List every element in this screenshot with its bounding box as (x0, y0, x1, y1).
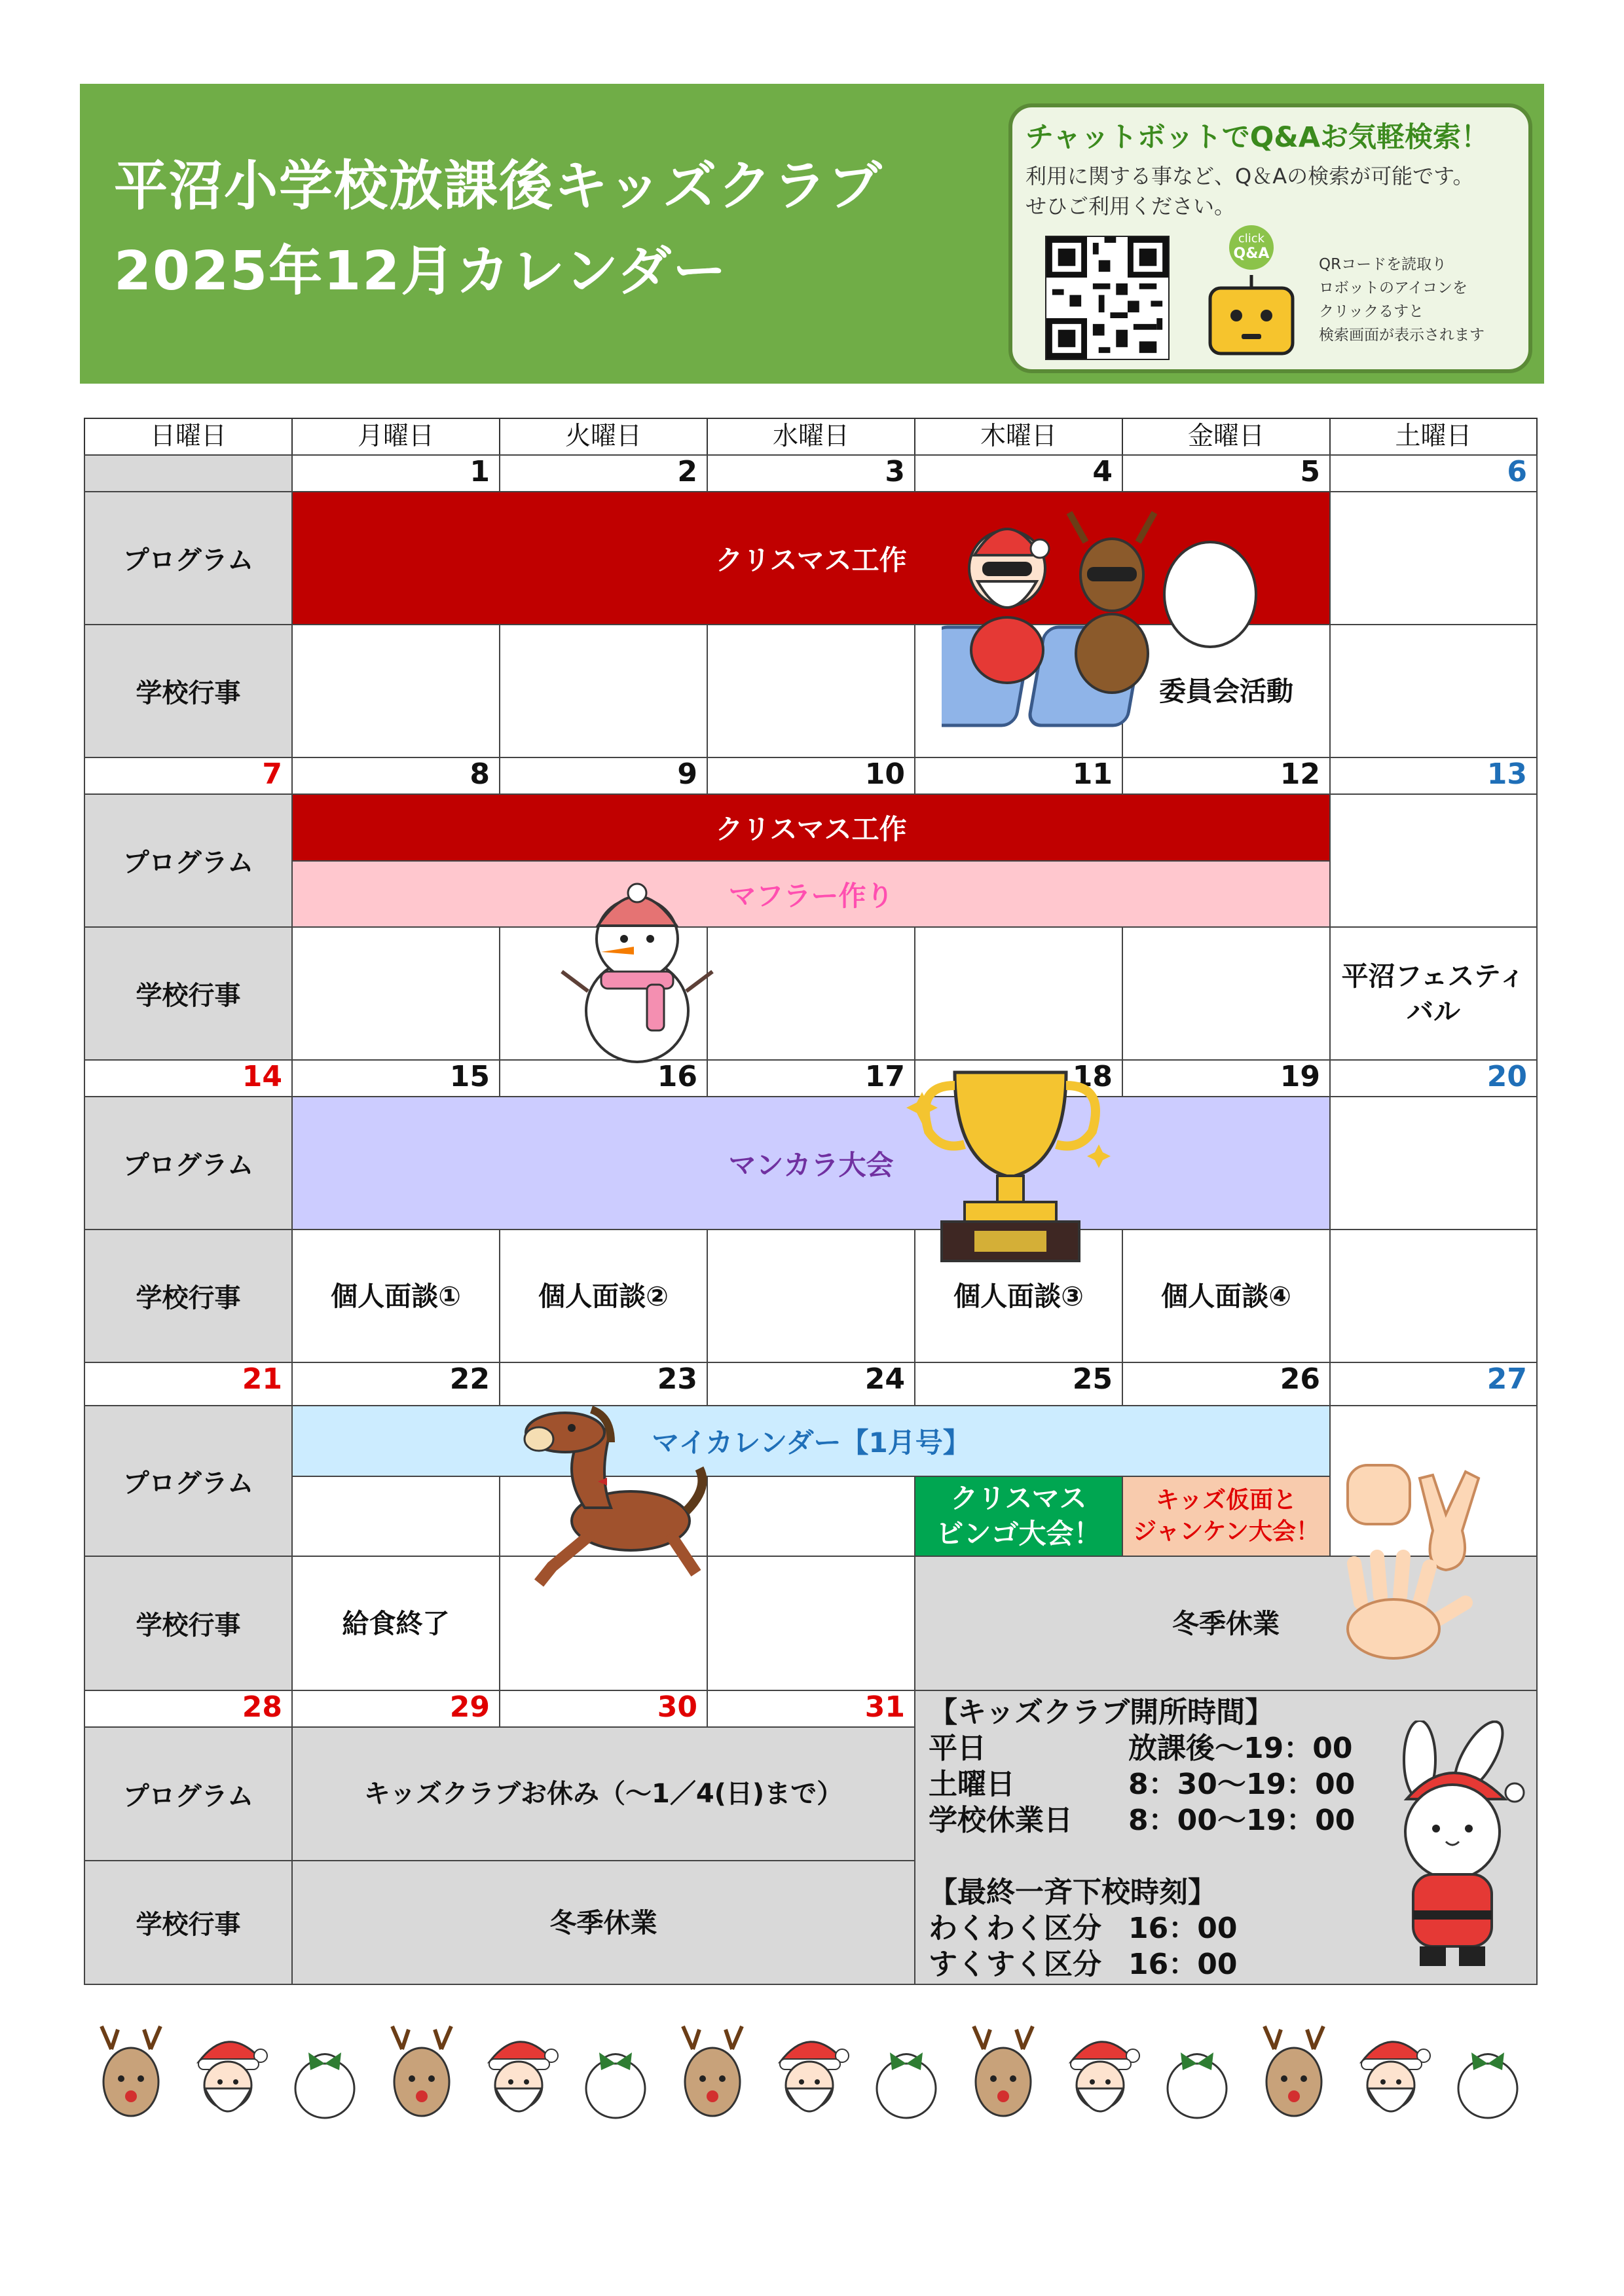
day-number: 15 (291, 1059, 500, 1097)
school-event: 個人面談② (499, 1229, 708, 1363)
event-line: クリスマス (950, 1482, 1087, 1514)
school-cell (1329, 1229, 1538, 1363)
qr-code[interactable] (1045, 236, 1170, 360)
hours-value: 8：00～19：00 (1128, 1804, 1356, 1837)
school-cell (914, 926, 1123, 1061)
school-event-winter-break: 冬季休業 (291, 1860, 915, 1985)
day-number-saturday: 13 (1329, 757, 1538, 795)
title-line-2: 2025年12月カレンダー (114, 240, 728, 302)
horse-illustration (513, 1403, 709, 1603)
decoration-strip (85, 2016, 1539, 2128)
day-number-holiday: 31 (707, 1690, 915, 1728)
spacer (929, 1838, 1355, 1874)
day-number: 16 (499, 1059, 708, 1097)
reindeer-icon (101, 2026, 160, 2116)
title-line-1: 平沼小学校放課後キッズクラブ (114, 155, 883, 217)
school-cell (499, 624, 708, 758)
row-label-school: 学校行事 (84, 1556, 293, 1691)
program-cell (1329, 793, 1538, 928)
reindeer-icon (974, 2026, 1033, 2116)
day-number: 12 (1122, 757, 1331, 795)
calendar-grid (84, 418, 1538, 1985)
chatbot-heading: チャットボットでQ&Aお気軽検索！ (1025, 121, 1490, 154)
school-event-winter-break: 冬季休業 (914, 1556, 1538, 1691)
row-label-program: プログラム (84, 793, 293, 928)
hours-value: 放課後～19：00 (1128, 1732, 1353, 1765)
snowman-illustration (555, 873, 719, 1063)
santa-icon (489, 2042, 558, 2111)
chatbot-desc-line: QRコードを読取り (1319, 256, 1447, 273)
day-number-saturday: 20 (1329, 1059, 1538, 1097)
row-label-school: 学校行事 (84, 926, 293, 1061)
trophy-illustration (902, 1059, 1118, 1269)
day-number: 24 (707, 1362, 915, 1406)
hours-row (929, 1910, 1355, 1946)
school-cell (707, 926, 915, 1061)
hours-key: すくすく区分 (929, 1948, 1101, 1981)
page-title (114, 144, 883, 314)
event-muffler-making[interactable]: マフラー作り (291, 860, 1331, 928)
row-label-program: プログラム (84, 491, 293, 625)
weekday-header: 日曜日 (84, 418, 293, 456)
day-number: 18 (914, 1059, 1123, 1097)
row-label-school: 学校行事 (84, 1860, 293, 1985)
day-number: 4 (914, 454, 1123, 492)
day-number: 5 (1122, 454, 1331, 492)
event-line: ビンゴ大会！ (936, 1518, 1101, 1550)
hours-key: 土曜日 (929, 1768, 1015, 1801)
day-number: 19 (1122, 1059, 1331, 1097)
click-badge-text: click (1238, 232, 1265, 246)
program-cell (707, 1476, 915, 1557)
event-my-calendar[interactable]: マイカレンダー【1月号】 (291, 1405, 1331, 1477)
program-cell (291, 1476, 500, 1557)
day-number-holiday: 29 (291, 1690, 500, 1728)
hours-heading: 【最終一斉下校時刻】 (929, 1876, 1217, 1909)
row-label-school: 学校行事 (84, 624, 293, 758)
weekday-header: 水曜日 (707, 418, 915, 456)
day-cell-empty (84, 454, 293, 492)
chatbot-desc-line: ロボットのアイコンを (1319, 280, 1468, 297)
day-number-sunday: 7 (84, 757, 293, 795)
chatbot-desc-line: 検索画面が表示されます (1319, 327, 1485, 344)
day-number: 8 (291, 757, 500, 795)
present-bag-icon (1458, 2052, 1517, 2118)
reindeer-icon (683, 2026, 742, 2116)
day-number-sunday: 28 (84, 1690, 293, 1728)
school-cell (707, 1229, 915, 1363)
hours-key: わくわく区分 (929, 1912, 1101, 1945)
school-event: 個人面談③ (914, 1229, 1123, 1363)
day-number: 11 (914, 757, 1123, 795)
hours-key: 平日 (929, 1732, 986, 1765)
robot-icon[interactable] (1189, 223, 1314, 360)
event-christmas-craft[interactable]: クリスマス工作 (291, 491, 1331, 625)
weekday-header: 土曜日 (1329, 418, 1538, 456)
school-event: 平沼フェスティバル (1329, 926, 1538, 1061)
event-janken[interactable] (1122, 1476, 1331, 1557)
hours-row (929, 1946, 1355, 1982)
day-number: 25 (914, 1362, 1123, 1406)
santa-icon (198, 2042, 267, 2111)
chatbot-info-box (1008, 103, 1532, 373)
row-label-school: 学校行事 (84, 1229, 293, 1363)
day-number-sunday: 21 (84, 1362, 293, 1406)
bottom-decoration-row (85, 2016, 1539, 2128)
day-number: 26 (1122, 1362, 1331, 1406)
program-cell (1329, 491, 1538, 625)
event-club-closed: キッズクラブお休み（～1／4(日)まで） (291, 1726, 915, 1861)
day-number: 23 (499, 1362, 708, 1406)
reindeer-icon (1264, 2026, 1323, 2116)
chatbot-text-line: 利用に関する事など、Q＆Aの検索が可能です。 (1025, 164, 1474, 189)
event-line: ジャンケン大会！ (1133, 1518, 1320, 1545)
qa-badge-text: Q&A (1233, 246, 1270, 262)
santa-reindeer-sunbathing-illustration (942, 509, 1282, 745)
day-number-holiday: 30 (499, 1690, 708, 1728)
event-mancala-tournament[interactable]: マンカラ大会 (291, 1096, 1331, 1230)
hours-row (929, 1730, 1355, 1766)
school-cell (1329, 624, 1538, 758)
opening-hours (929, 1694, 1355, 1982)
school-cell (1122, 926, 1331, 1061)
hours-value: 16：00 (1128, 1948, 1238, 1981)
row-label-program: プログラム (84, 1096, 293, 1230)
header-banner (80, 84, 1544, 384)
hours-value: 8：30～19：00 (1128, 1768, 1356, 1801)
event-christmas-bingo[interactable] (914, 1476, 1123, 1557)
present-bag-icon (295, 2052, 354, 2118)
event-christmas-craft[interactable]: クリスマス工作 (291, 793, 1331, 862)
school-event: 給食終了 (291, 1556, 500, 1691)
weekday-header: 火曜日 (499, 418, 708, 456)
chatbot-description (1319, 253, 1485, 347)
hours-row (929, 1766, 1355, 1802)
weekday-header: 月曜日 (291, 418, 500, 456)
chatbot-desc-line: クリックるすと (1319, 303, 1424, 320)
santa-icon (780, 2042, 849, 2111)
day-number: 17 (707, 1059, 915, 1097)
santa-rabbit-illustration (1374, 1721, 1531, 1976)
event-line: キッズ仮面と (1155, 1487, 1297, 1514)
weekday-header: 金曜日 (1122, 418, 1331, 456)
day-number: 2 (499, 454, 708, 492)
school-event: 委員会活動 (1122, 624, 1331, 758)
day-number-sunday: 14 (84, 1059, 293, 1097)
school-cell (707, 624, 915, 758)
present-bag-icon (586, 2052, 645, 2118)
day-number-saturday: 6 (1329, 454, 1538, 492)
hours-row (929, 1802, 1355, 1838)
day-number: 10 (707, 757, 915, 795)
day-number: 3 (707, 454, 915, 492)
reindeer-icon (392, 2026, 451, 2116)
janken-hands-illustration (1335, 1452, 1511, 1668)
row-label-program: プログラム (84, 1726, 293, 1861)
day-number: 9 (499, 757, 708, 795)
school-cell (291, 624, 500, 758)
day-number: 1 (291, 454, 500, 492)
row-label-program: プログラム (84, 1405, 293, 1557)
school-event: 個人面談④ (1122, 1229, 1331, 1363)
day-number-saturday: 27 (1329, 1362, 1538, 1406)
santa-icon (1071, 2042, 1139, 2111)
school-event: 個人面談① (291, 1229, 500, 1363)
chatbot-text (1025, 161, 1474, 221)
hours-key: 学校休業日 (929, 1804, 1073, 1837)
weekday-header: 木曜日 (914, 418, 1123, 456)
school-cell (291, 926, 500, 1061)
hours-value: 16：00 (1128, 1912, 1238, 1945)
program-cell (1329, 1096, 1538, 1230)
hours-heading: 【キッズクラブ開所時間】 (929, 1696, 1274, 1729)
present-bag-icon (877, 2052, 936, 2118)
day-number: 22 (291, 1362, 500, 1406)
chatbot-text-line: せひご利用ください。 (1025, 194, 1236, 219)
present-bag-icon (1168, 2052, 1227, 2118)
santa-icon (1361, 2042, 1430, 2111)
school-cell (707, 1556, 915, 1691)
